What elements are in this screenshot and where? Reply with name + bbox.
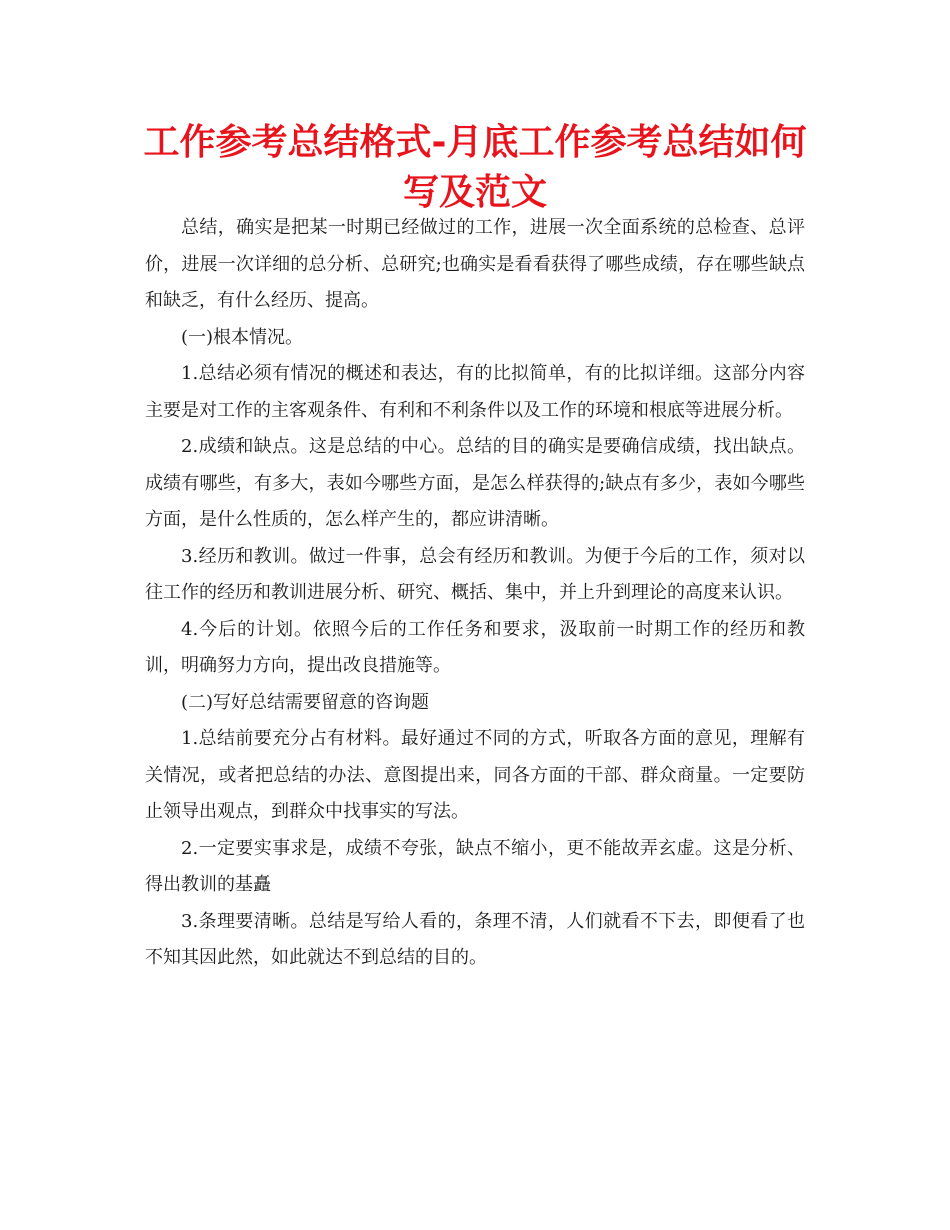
document-title: 工作参考总结格式-月底工作参考总结如何写及范文 bbox=[143, 122, 807, 213]
paragraph-item: 2.成绩和缺点。这是总结的中心。总结的目的确实是要确信成绩，找出缺点。成绩有哪些，有多大，表如今哪些方面，是怎么样获得的;缺点有多少，表如今哪些方面，是什么性质的，怎么样产生的，都应讲清晰。 bbox=[145, 436, 805, 530]
paragraph-item: 2.一定要实事求是，成绩不夸张，缺点不缩小，更不能故弄玄虚。这是分析、得出教训的基矗 bbox=[145, 837, 805, 895]
document-body bbox=[145, 210, 805, 977]
paragraph-item: 4.今后的计划。依照今后的工作任务和要求，汲取前一时期工作的经历和教训，明确努力方向，提出改良措施等。 bbox=[145, 618, 805, 676]
paragraph-item: 1.总结前要充分占有材料。最好通过不同的方式，听取各方面的意见，理解有关情况，或者把总结的办法、意图提出来，同各方面的干部、群众商量。一定要防止领导出观点，到群众中找事实的写法。 bbox=[145, 728, 805, 822]
section-heading-basic-situation: (一)根本情况。 bbox=[181, 326, 304, 348]
paragraph-item: 1.总结必须有情况的概述和表达，有的比拟简单，有的比拟详细。这部分内容主要是对工作的主客观条件、有利和不利条件以及工作的环境和根底等进展分析。 bbox=[145, 363, 805, 421]
paragraph-item: 3.条理要清晰。总结是写给人看的，条理不清，人们就看不下去，即便看了也不知其因此然，如此就达不到总结的目的。 bbox=[145, 910, 805, 968]
paragraph-item: 3.经历和教训。做过一件事，总会有经历和教训。为便于今后的工作，须对以往工作的经历和教训进展分析、研究、概括、集中，并上升到理论的高度来认识。 bbox=[145, 545, 805, 603]
paragraph-intro: 总结，确实是把某一时期已经做过的工作，进展一次全面系统的总检查、总评价，进展一次详细的总分析、总研究;也确实是看看获得了哪些成绩，存在哪些缺点和缺乏，有什么经历、提高。 bbox=[145, 217, 805, 311]
section-heading-writing-tips: (二)写好总结需要留意的咨询题 bbox=[181, 691, 430, 713]
